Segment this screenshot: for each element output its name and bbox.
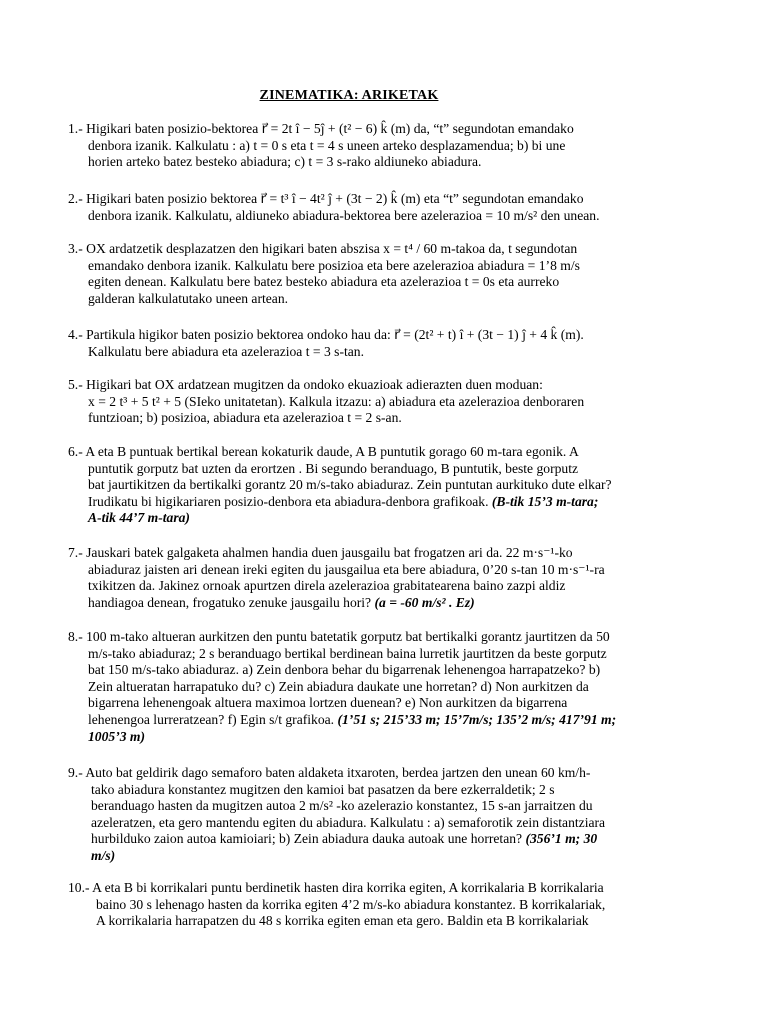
- problem-text: hurbilduko zaion autoa kamioiari; b) Zein abiadura dauka autoak une horretan?: [91, 831, 523, 847]
- problem-line: Kalkulatu bere abiadura eta azelerazioa t = 3 s-tan.: [88, 343, 364, 359]
- problem-line: abiaduraz jaisten ari denean ireki egiten du jausgailua eta bere abiadura, 0’20 s-tan 10 m·s⁻¹-ra: [88, 561, 605, 577]
- problem-line: [68, 595, 686, 612]
- problem-line: 9.- Auto bat geldirik dago semaforo baten aldaketa itxaroten, berdea jartzen den unean 60 km/h-: [68, 765, 591, 780]
- problem-4: [68, 327, 686, 360]
- problem-line: denbora izanik. Kalkulatu : a) t = 0 s eta t = 4 s uneen arteko desplazamendua; b) bi une: [88, 137, 566, 153]
- problem-line: [68, 712, 686, 729]
- problem-line: 2.- Higikari baten posizio bektorea r⃗ = t³ î − 4t² ĵ + (3t − 2) k̂ (m) eta “t” segundotan emandako: [68, 191, 584, 206]
- problem-line: 6.- A eta B puntuak bertikal berean kokaturik daude, A B puntutik gorago 60 m-tara egonik. A: [68, 444, 579, 459]
- problem-2: [68, 191, 686, 224]
- problem-line: 3.- OX ardatzetik desplazatzen den higikari baten abszisa x = t⁴ / 60 m-takoa da, t segundotan: [68, 241, 578, 256]
- problem-line: 1.- Higikari baten posizio-bektorea r⃗ = 2t î − 5ĵ + (t² − 6) k̂ (m) da, “t” segundotan emandako: [68, 121, 574, 136]
- problem-line: bat 150 m/s-tako abiaduraz. a) Zein denbora behar du bigarrenak lehenengoa harrapatzeko? b): [88, 662, 601, 678]
- problem-line: 5.- Higikari bat OX ardatzean mugitzen da ondoko ekuazioak adierazten duen moduan:: [68, 377, 543, 392]
- problem-6: [68, 444, 686, 527]
- problem-line: 8.- 100 m-tako altueran aurkitzen den puntu batetatik gorputz bat bertikalki gorantz jaurtitzen da 50: [68, 629, 610, 644]
- problem-line: puntutik gorputz bat uzten da erortzen . Bi segundo beranduago, B puntutik, beste gorputz: [88, 460, 579, 476]
- problem-text: lehenengoa lurreratzean? f) Egin s/t grafikoa.: [88, 711, 335, 727]
- problem-10: [68, 880, 686, 930]
- problem-text: Irudikatu bi higikariaren posizio-denbora eta abiadura-denbora grafikoak.: [88, 493, 489, 509]
- problem-1: [68, 121, 686, 171]
- answer-text: (B-tik 15’3 m-tara;: [488, 493, 599, 509]
- problem-line: funtzioan; b) posizioa, abiadura eta azelerazioa t = 2 s-an.: [88, 410, 402, 426]
- problem-line: 7.- Jauskari batek galgaketa ahalmen handia duen jausgailu bat frogatzen ari da. 22 m·s⁻¹-ko: [68, 545, 573, 560]
- problem-line: m/s-tako abiaduraz; 2 s beranduago bertikal berdinean baina lurretik jaurtitzen da beste gorputz: [88, 645, 607, 661]
- problem-5: [68, 377, 686, 427]
- problem-line: emandako denbora izanik. Kalkulatu bere posizioa eta bere azelerazioa abiadura = 1’8 m/s: [88, 257, 580, 273]
- problem-9: [68, 765, 686, 865]
- problem-line: A korrikalaria harrapatzen du 48 s korrika egiten eman eta gero. Baldin eta B korrikalariak: [96, 913, 589, 929]
- problem-line: bigarrena lehenengoak altuera maximoa lortzen duenean? e) Non aurkitzen da bigarrena: [88, 695, 568, 711]
- answer-text: (1’51 s; 215’33 m; 15’7m/s; 135’2 m/s; 417’91 m;: [334, 711, 617, 727]
- answer-text: m/s): [91, 847, 116, 863]
- problem-line: tako abiadura konstantez mugitzen den kamioi bat pasatzen da bere ezkerraldetik; 2 s: [91, 781, 555, 797]
- problem-line: txikitzen da. Jakinez ornoak apurtzen direla azelerazioa grabitatearena baino zazpi aldiz: [88, 578, 566, 594]
- problem-line: denbora izanik. Kalkulatu, aldiuneko abiadura-bektorea bere azelerazioa = 10 m/s² den unean.: [88, 207, 600, 223]
- problem-line: 4.- Partikula higikor baten posizio bektorea ondoko hau da: r⃗ = (2t² + t) î + (3t − 1) ĵ + 4 k̂ (m).: [68, 327, 584, 342]
- problem-line: 10.- A eta B bi korrikalari puntu berdinetik hasten dira korrika egiten, A korrikalaria B korrikalaria: [68, 880, 604, 895]
- answer-text: 1005’3 m): [88, 728, 146, 744]
- answer-text: (356’1 m; 30: [522, 831, 598, 847]
- problem-7: [68, 545, 686, 611]
- problem-3: [68, 241, 686, 307]
- problem-line: Zein altueratan harrapatuko du? c) Zein abiadura daukate une horretan? d) Non aurkitzen da: [88, 678, 589, 694]
- problem-line: egiten denean. Kalkulatu bere batez besteko abiadura eta azelerazioa t = 0s eta aurreko: [88, 274, 560, 290]
- problem-line: [68, 494, 686, 511]
- problem-text: handiagoa denean, frogatuko zenuke jausgailu hori?: [88, 594, 372, 610]
- problem-line: azeleratzen, eta gero mantendu egiten du abiadura. Kalkulatu : a) semaforotik zein distantziara: [91, 814, 606, 830]
- answer-text: A-tik 44’7 m-tara): [88, 510, 190, 526]
- problem-line: horien arteko batez besteko abiadura; c) t = 3 s-rako aldiuneko abiadura.: [88, 154, 482, 170]
- answer-text: (a = -60 m/s² . Ez): [371, 594, 475, 610]
- problem-line: [68, 831, 686, 848]
- problem-line: beranduago hasten da mugitzen autoa 2 m/s² -ko azelerazio konstantez, 15 s-an jarraitzen du: [91, 798, 593, 814]
- document-title: ZINEMATIKA: ARIKETAK: [259, 88, 439, 103]
- problem-line: bat jaurtikitzen da bertikalki gorantz 20 m/s-tako abiaduraz. Zein puntutan aurkituko dute elkar?: [88, 477, 612, 493]
- problem-line: x = 2 t³ + 5 t² + 5 (SIeko unitatetan). Kalkula itzazu: a) abiadura eta azelerazioa denboraren: [88, 393, 585, 409]
- problem-line: galderan kalkulatutako uneen artean.: [88, 290, 289, 306]
- problem-8: [68, 629, 686, 745]
- problem-line: baino 30 s lehenago hasten da korrika egiten 4’2 m/s-ko abiadura konstantez. B korrikalariak,: [96, 896, 606, 912]
